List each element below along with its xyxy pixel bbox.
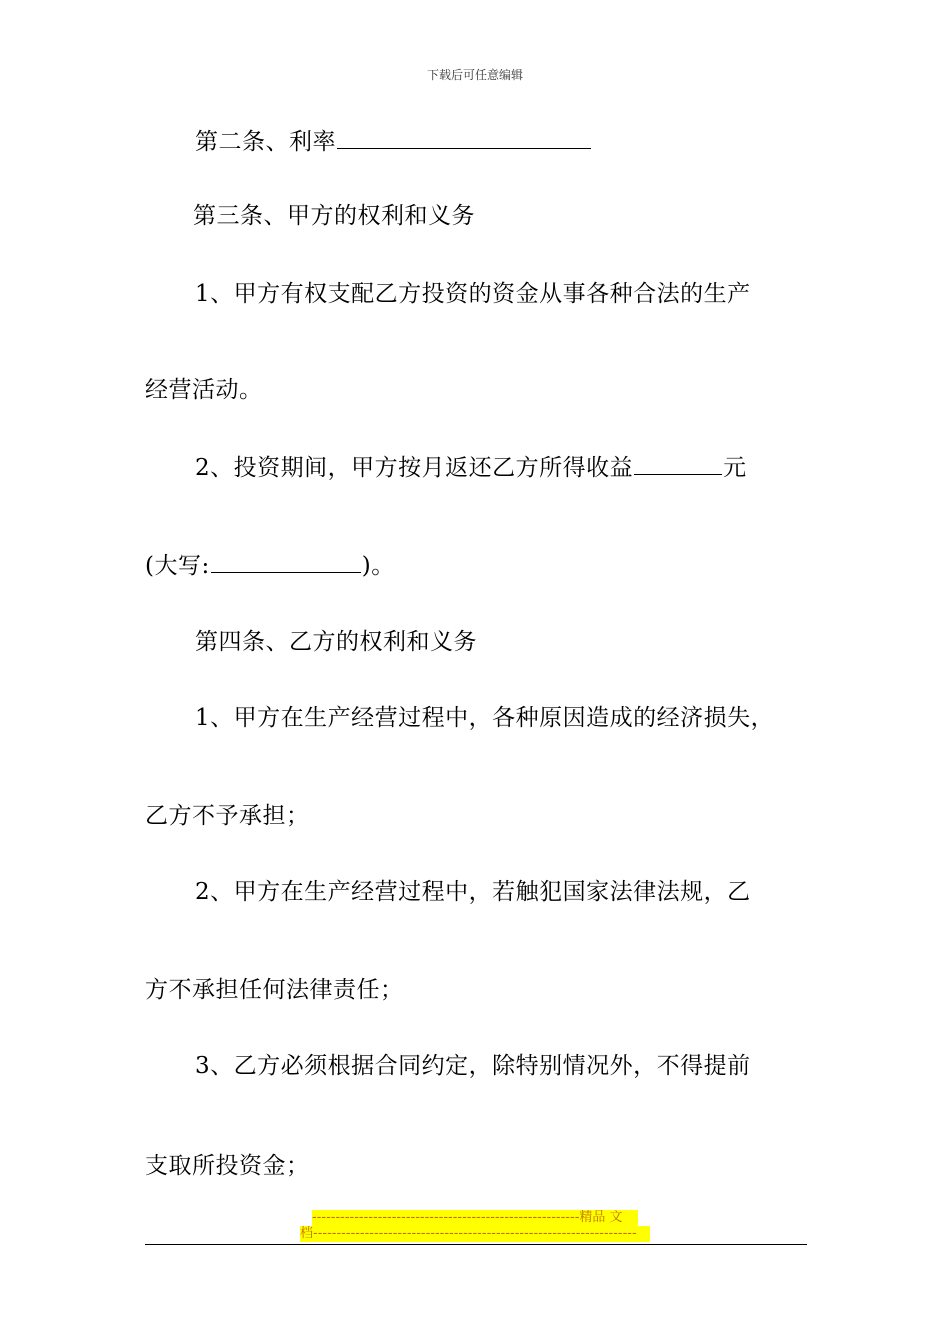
footer-rule bbox=[145, 1244, 807, 1245]
article-4-clause-3: 3、乙方必须根据合同约定，除特别情况外，不得提前 bbox=[195, 1053, 751, 1079]
article-4-clause-2-cont: 方不承担任何法律责任； bbox=[145, 977, 404, 1003]
article-2-title: 第二条、利率 bbox=[195, 129, 336, 155]
article-4-title: 第四条、乙方的权利和义务 bbox=[195, 629, 477, 655]
article-4-clause-2: 2、甲方在生产经营过程中，若触犯国家法律法规，乙 bbox=[195, 879, 751, 905]
footer-row-2: 档--------------------------------------------------------------------- bbox=[300, 1226, 650, 1242]
rate-blank bbox=[337, 126, 591, 149]
clause-2-text: 2、投资期间，甲方按月返还乙方所得收益 bbox=[195, 455, 634, 481]
capital-label: (大写: bbox=[145, 553, 210, 579]
article-4-clause-3-cont: 支取所投资金； bbox=[145, 1153, 310, 1179]
article-2-line bbox=[195, 126, 592, 158]
footer-watermark bbox=[300, 1210, 650, 1242]
article-3-title: 第三条、甲方的权利和义务 bbox=[193, 203, 475, 229]
article-3-clause-2 bbox=[195, 452, 747, 484]
article-3-clause-1-cont: 经营活动。 bbox=[145, 377, 263, 403]
capital-amount-blank bbox=[211, 550, 361, 573]
yuan-label: 元 bbox=[723, 455, 747, 481]
page-header: 下载后可任意编辑 bbox=[426, 68, 523, 82]
article-3-clause-1: 1、甲方有权支配乙方投资的资金从事各种合法的生产 bbox=[195, 281, 751, 307]
article-4-clause-1-cont: 乙方不予承担； bbox=[145, 803, 310, 829]
article-3-clause-2-cont bbox=[145, 550, 395, 582]
capital-close: )。 bbox=[361, 553, 395, 579]
footer-row-1: ---------------------------------------------------------精品 文 bbox=[312, 1210, 638, 1226]
article-4-clause-1: 1、甲方在生产经营过程中，各种原因造成的经济损失， bbox=[195, 705, 775, 731]
income-amount-blank bbox=[634, 452, 722, 475]
